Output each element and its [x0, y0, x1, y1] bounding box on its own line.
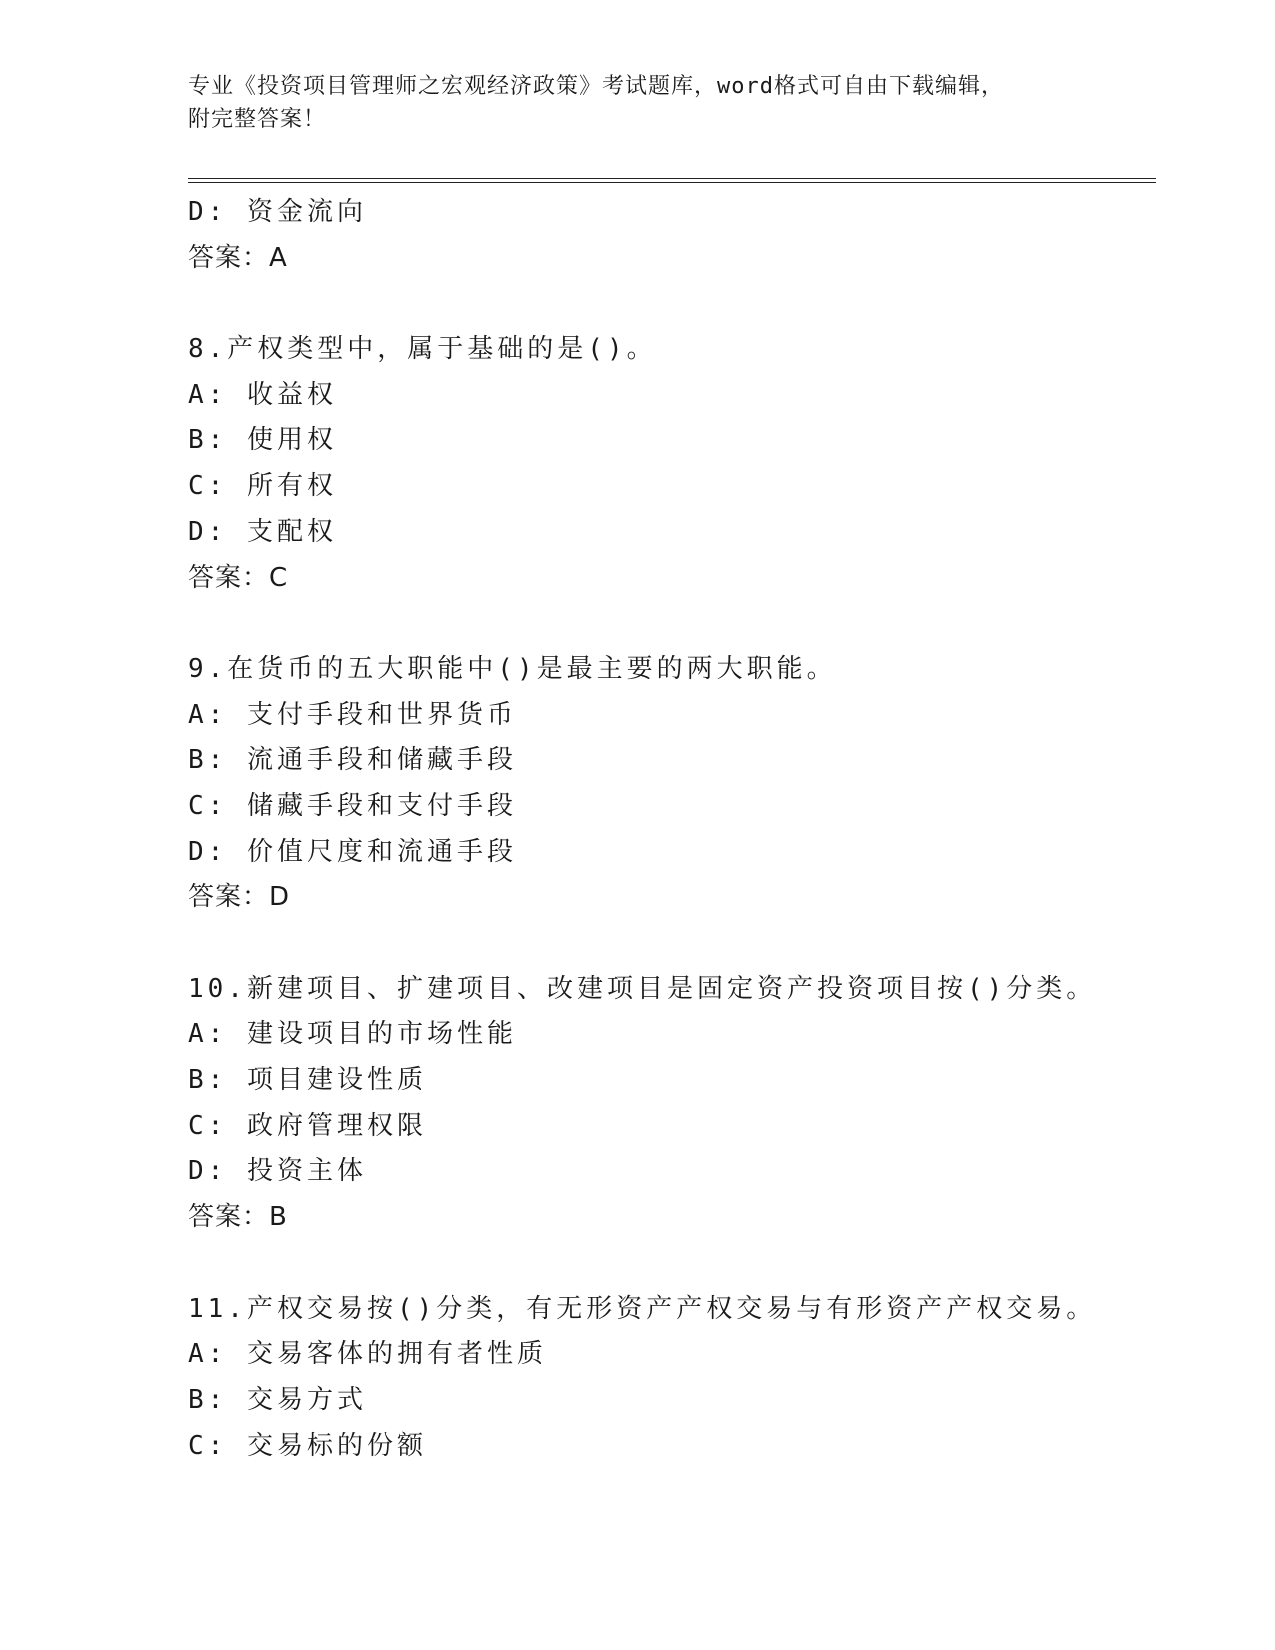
header-line-1: 专业《投资项目管理师之宏观经济政策》考试题库，word格式可自由下载编辑， — [188, 74, 1004, 99]
option-b: B: 流通手段和储藏手段 — [188, 745, 517, 776]
question-10 — [188, 967, 1148, 1241]
option-c: C: 所有权 — [188, 471, 337, 502]
question-stem: 8.产权类型中，属于基础的是()。 — [188, 334, 657, 365]
option-c: C: 政府管理权限 — [188, 1110, 427, 1141]
question-8 — [188, 327, 1148, 601]
option-b: B: 使用权 — [188, 425, 337, 456]
option-b: B: 交易方式 — [188, 1384, 367, 1415]
option-d: D: 投资主体 — [188, 1156, 367, 1187]
option-a: A: 支付手段和世界货币 — [188, 699, 517, 730]
question-9 — [188, 647, 1148, 921]
option-a: A: 建设项目的市场性能 — [188, 1019, 517, 1050]
question-11 — [188, 1287, 1148, 1470]
question-list — [188, 190, 1148, 1469]
option-c: C: 储藏手段和支付手段 — [188, 790, 517, 821]
option-a: A: 交易客体的拥有者性质 — [188, 1339, 547, 1370]
question-stem: 9.在货币的五大职能中()是最主要的两大职能。 — [188, 653, 837, 684]
option-d: D: 支配权 — [188, 516, 337, 547]
option-c: C: 交易标的份额 — [188, 1430, 427, 1461]
header-line-2: 附完整答案！ — [188, 107, 327, 132]
answer: 答案：D — [188, 882, 291, 913]
answer: 答案：C — [188, 562, 289, 593]
document-header — [188, 70, 1088, 136]
question-stem: 10.新建项目、扩建项目、改建项目是固定资产投资项目按()分类。 — [188, 973, 1097, 1004]
option-d: D: 价值尺度和流通手段 — [188, 836, 517, 867]
option-a: A: 收益权 — [188, 379, 337, 410]
option-b: B: 项目建设性质 — [188, 1065, 427, 1096]
header-divider — [188, 178, 1156, 184]
question-stem: 11.产权交易按()分类，有无形资产产权交易与有形资产产权交易。 — [188, 1293, 1097, 1324]
answer: 答案：A — [188, 242, 288, 273]
answer: 答案：B — [188, 1202, 288, 1233]
option-d: D: 资金流向 — [188, 197, 367, 227]
